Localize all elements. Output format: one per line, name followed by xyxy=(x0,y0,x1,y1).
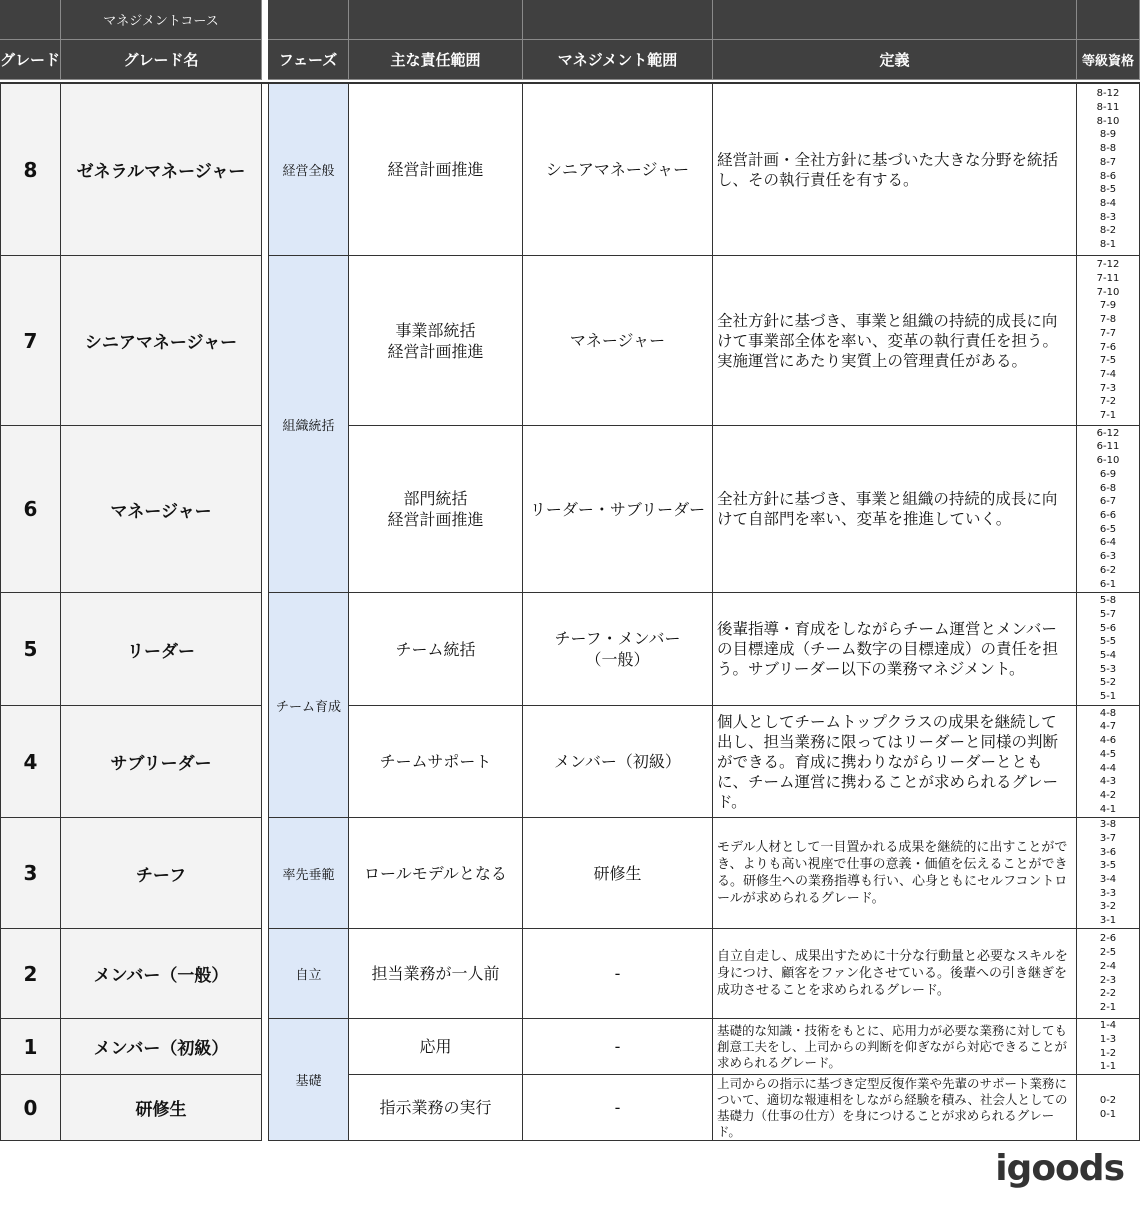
grade-number: 8 xyxy=(0,84,61,256)
management-cell: - xyxy=(523,1075,713,1141)
qualification-item: 7-10 xyxy=(1096,286,1120,298)
qualification-item: 5-7 xyxy=(1099,608,1117,620)
grade-number: 2 xyxy=(0,929,61,1019)
header-blank xyxy=(0,0,61,40)
qualification-item: 7-11 xyxy=(1096,272,1120,284)
header-course: マネジメントコース xyxy=(61,0,262,40)
qualification-item: 7-1 xyxy=(1099,410,1117,422)
header-blank xyxy=(713,0,1077,40)
header-definition: 定義 xyxy=(713,40,1077,80)
qualification-item: 0-2 xyxy=(1099,1094,1117,1106)
qualification-item: 2-3 xyxy=(1099,974,1117,986)
qualification-item: 1-3 xyxy=(1099,1033,1117,1045)
header-grade-name: グレード名 xyxy=(61,40,262,80)
qualification-item: 7-8 xyxy=(1099,314,1117,326)
responsibility-cell: チーム統括 xyxy=(349,593,523,706)
responsibility-cell: 担当業務が一人前 xyxy=(349,929,523,1019)
management-cell: チーフ・メンバー （一般） xyxy=(523,593,713,706)
phase-cell: 基礎 xyxy=(268,1019,349,1141)
qualification-item: 5-3 xyxy=(1099,663,1117,675)
qualification-item: 6-12 xyxy=(1096,427,1120,439)
grade-number: 6 xyxy=(0,426,61,593)
header-qualification: 等級資格 xyxy=(1077,40,1140,80)
qualification-cell xyxy=(1077,84,1140,256)
qualification-item: 2-1 xyxy=(1099,1001,1117,1013)
grade-name: リーダー xyxy=(61,593,262,706)
grade-name: ゼネラルマネージャー xyxy=(61,84,262,256)
qualification-item: 3-6 xyxy=(1099,846,1117,858)
qualification-item: 3-7 xyxy=(1099,832,1117,844)
qualification-cell xyxy=(1077,929,1140,1019)
qualification-cell xyxy=(1077,593,1140,706)
qualification-item: 3-1 xyxy=(1099,915,1117,927)
management-cell: - xyxy=(523,929,713,1019)
grade-name: 研修生 xyxy=(61,1075,262,1141)
qualification-item: 7-2 xyxy=(1099,396,1117,408)
header-grade: グレード xyxy=(0,40,61,80)
qualification-cell xyxy=(1077,426,1140,593)
definition-cell: 全社方針に基づき、事業と組織の持続的成長に向けて自部門を率い、変革を推進していく。 xyxy=(713,426,1077,593)
qualification-item: 4-3 xyxy=(1099,776,1117,788)
header-blank xyxy=(1077,0,1140,40)
qualification-cell xyxy=(1077,1019,1140,1075)
qualification-item: 2-2 xyxy=(1099,988,1117,1000)
management-cell: 研修生 xyxy=(523,818,713,929)
qualification-item: 2-6 xyxy=(1099,933,1117,945)
qualification-item: 6-7 xyxy=(1099,496,1117,508)
header-blank xyxy=(349,0,523,40)
grade-number: 1 xyxy=(0,1019,61,1075)
grade-number: 7 xyxy=(0,256,61,426)
header-responsibility: 主な責任範囲 xyxy=(349,40,523,80)
qualification-item: 5-2 xyxy=(1099,677,1117,689)
grade-name: メンバー（初級） xyxy=(61,1019,262,1075)
definition-cell: 基礎的な知識・技術をもとに、応用力が必要な業務に対しても創意工夫をし、上司からの判断を仰ぎながら対応できることが求められるグレード。 xyxy=(713,1019,1077,1075)
qualification-item: 3-3 xyxy=(1099,887,1117,899)
qualification-item: 1-4 xyxy=(1099,1020,1117,1032)
header-blank xyxy=(523,0,713,40)
grade-name: マネージャー xyxy=(61,426,262,593)
qualification-item: 7-3 xyxy=(1099,382,1117,394)
qualification-item: 4-2 xyxy=(1099,789,1117,801)
grade-name: メンバー（一般） xyxy=(61,929,262,1019)
qualification-item: 7-12 xyxy=(1096,259,1120,271)
phase-cell: 経営全般 xyxy=(268,84,349,256)
qualification-item: 8-2 xyxy=(1099,225,1117,237)
grade-column xyxy=(0,84,262,1141)
definition-cell: 個人としてチームトップクラスの成果を継続して出し、担当業務に限ってはリーダーと同様の判断ができる。育成に携わりながらリーダーとともに、チーム運営に携わることが求められるグレード。 xyxy=(713,706,1077,818)
qualification-item: 1-2 xyxy=(1099,1047,1117,1059)
header-right xyxy=(268,0,1140,80)
qualification-item: 6-11 xyxy=(1096,441,1120,453)
qualification-item: 8-3 xyxy=(1099,211,1117,223)
qualification-item: 0-1 xyxy=(1099,1108,1117,1120)
responsibility-cell: 経営計画推進 xyxy=(349,84,523,256)
qualification-item: 8-11 xyxy=(1096,101,1120,113)
grade-number: 3 xyxy=(0,818,61,929)
qualification-item: 5-4 xyxy=(1099,650,1117,661)
qualification-item: 8-1 xyxy=(1099,239,1117,251)
definition-cell: 自立自走し、成果出すために十分な行動量と必要なスキルを身につけ、顧客をファン化させている。後輩への引き継ぎを成功させることを求められるグレード。 xyxy=(713,929,1077,1019)
responsibility-cell: チームサポート xyxy=(349,706,523,818)
qualification-item: 5-6 xyxy=(1099,622,1117,634)
qualification-item: 3-5 xyxy=(1099,860,1117,872)
qualification-item: 8-12 xyxy=(1096,88,1120,100)
header-left xyxy=(0,0,262,80)
qualification-item: 8-4 xyxy=(1099,197,1117,209)
qualification-cell xyxy=(1077,1075,1140,1141)
grade-number: 0 xyxy=(0,1075,61,1141)
responsibility-cell: ロールモデルとなる xyxy=(349,818,523,929)
qualification-item: 6-6 xyxy=(1099,510,1117,521)
qualification-item: 3-8 xyxy=(1099,819,1117,831)
qualification-item: 7-9 xyxy=(1099,300,1117,312)
qualification-item: 7-5 xyxy=(1099,355,1117,367)
qualification-item: 7-6 xyxy=(1099,341,1117,353)
responsibility-cell: 事業部統括 経営計画推進 xyxy=(349,256,523,426)
phase-cell: 自立 xyxy=(268,929,349,1019)
qualification-item: 4-7 xyxy=(1099,721,1117,733)
qualification-item: 4-8 xyxy=(1099,707,1117,719)
phase-cell: 組織統括 xyxy=(268,256,349,593)
qualification-item: 5-1 xyxy=(1099,691,1117,703)
grade-name: シニアマネージャー xyxy=(61,256,262,426)
qualification-item: 6-5 xyxy=(1099,523,1117,535)
management-cell: - xyxy=(523,1019,713,1075)
qualification-item: 6-9 xyxy=(1099,468,1117,480)
qualification-cell xyxy=(1077,818,1140,929)
qualification-item: 8-8 xyxy=(1099,143,1117,155)
qualification-item: 2-5 xyxy=(1099,947,1117,959)
grade-number: 5 xyxy=(0,593,61,706)
qualification-item: 7-4 xyxy=(1099,368,1117,380)
qualification-item: 6-10 xyxy=(1096,455,1120,467)
grade-name: サブリーダー xyxy=(61,706,262,818)
header-management: マネジメント範囲 xyxy=(523,40,713,80)
qualification-item: 2-4 xyxy=(1099,960,1117,972)
qualification-item: 4-1 xyxy=(1099,803,1117,815)
qualification-cell xyxy=(1077,706,1140,818)
qualification-item: 4-6 xyxy=(1099,735,1117,747)
qualification-item: 7-7 xyxy=(1099,327,1117,339)
qualification-item: 1-1 xyxy=(1099,1061,1117,1073)
phase-cell: 率先垂範 xyxy=(268,818,349,929)
qualification-item: 6-2 xyxy=(1099,564,1117,576)
qualification-item: 8-9 xyxy=(1099,129,1117,141)
qualification-item: 4-4 xyxy=(1099,762,1117,774)
qualification-item: 8-10 xyxy=(1096,115,1120,127)
responsibility-cell: 応用 xyxy=(349,1019,523,1075)
definition-cell: モデル人材として一目置かれる成果を継続的に出すことができ、よりも高い視座で仕事の意義・価値を伝えることができる。研修生への業務指導も行い、心身ともにセルフコントロールが求められるグレード。 xyxy=(713,818,1077,929)
qualification-item: 5-5 xyxy=(1099,636,1117,648)
qualification-item: 3-2 xyxy=(1099,901,1117,913)
qualification-item: 4-5 xyxy=(1099,748,1117,760)
management-cell: リーダー・サブリーダー xyxy=(523,426,713,593)
definition-cell: 経営計画・全社方針に基づいた大きな分野を統括し、その執行責任を有する。 xyxy=(713,84,1077,256)
phase-cell: チーム育成 xyxy=(268,593,349,818)
detail-table xyxy=(268,84,1140,1141)
grade-number: 4 xyxy=(0,706,61,818)
qualification-item: 6-3 xyxy=(1099,551,1117,563)
qualification-item: 8-7 xyxy=(1099,156,1117,168)
definition-cell: 後輩指導・育成をしながらチーム運営とメンバーの目標達成（チーム数字の目標達成）の責任を担う。サブリーダー以下の業務マネジメント。 xyxy=(713,593,1077,706)
responsibility-cell: 部門統括 経営計画推進 xyxy=(349,426,523,593)
qualification-item: 6-4 xyxy=(1099,537,1117,549)
qualification-cell xyxy=(1077,256,1140,426)
responsibility-cell: 指示業務の実行 xyxy=(349,1075,523,1141)
definition-cell: 全社方針に基づき、事業と組織の持続的成長に向けて事業部全体を率い、変革の執行責任を担う。実施運営にあたり実質上の管理責任がある。 xyxy=(713,256,1077,426)
grade-name: チーフ xyxy=(61,818,262,929)
management-cell: シニアマネージャー xyxy=(523,84,713,256)
qualification-item: 6-8 xyxy=(1099,482,1117,494)
igoods-logo: igoods xyxy=(995,1148,1124,1189)
qualification-item: 8-6 xyxy=(1099,170,1117,182)
header-phase: フェーズ xyxy=(268,40,349,80)
qualification-item: 3-4 xyxy=(1099,874,1117,885)
management-cell: マネージャー xyxy=(523,256,713,426)
qualification-item: 6-1 xyxy=(1099,578,1117,590)
header-blank xyxy=(268,0,349,40)
definition-cell: 上司からの指示に基づき定型反復作業や先輩のサポート業務について、適切な報連相をしながら経験を積み、社会人としての基礎力（仕事の仕方）を身につけることが求められるグレード。 xyxy=(713,1075,1077,1141)
qualification-item: 5-8 xyxy=(1099,595,1117,607)
management-cell: メンバー（初級） xyxy=(523,706,713,818)
qualification-item: 8-5 xyxy=(1099,184,1117,196)
